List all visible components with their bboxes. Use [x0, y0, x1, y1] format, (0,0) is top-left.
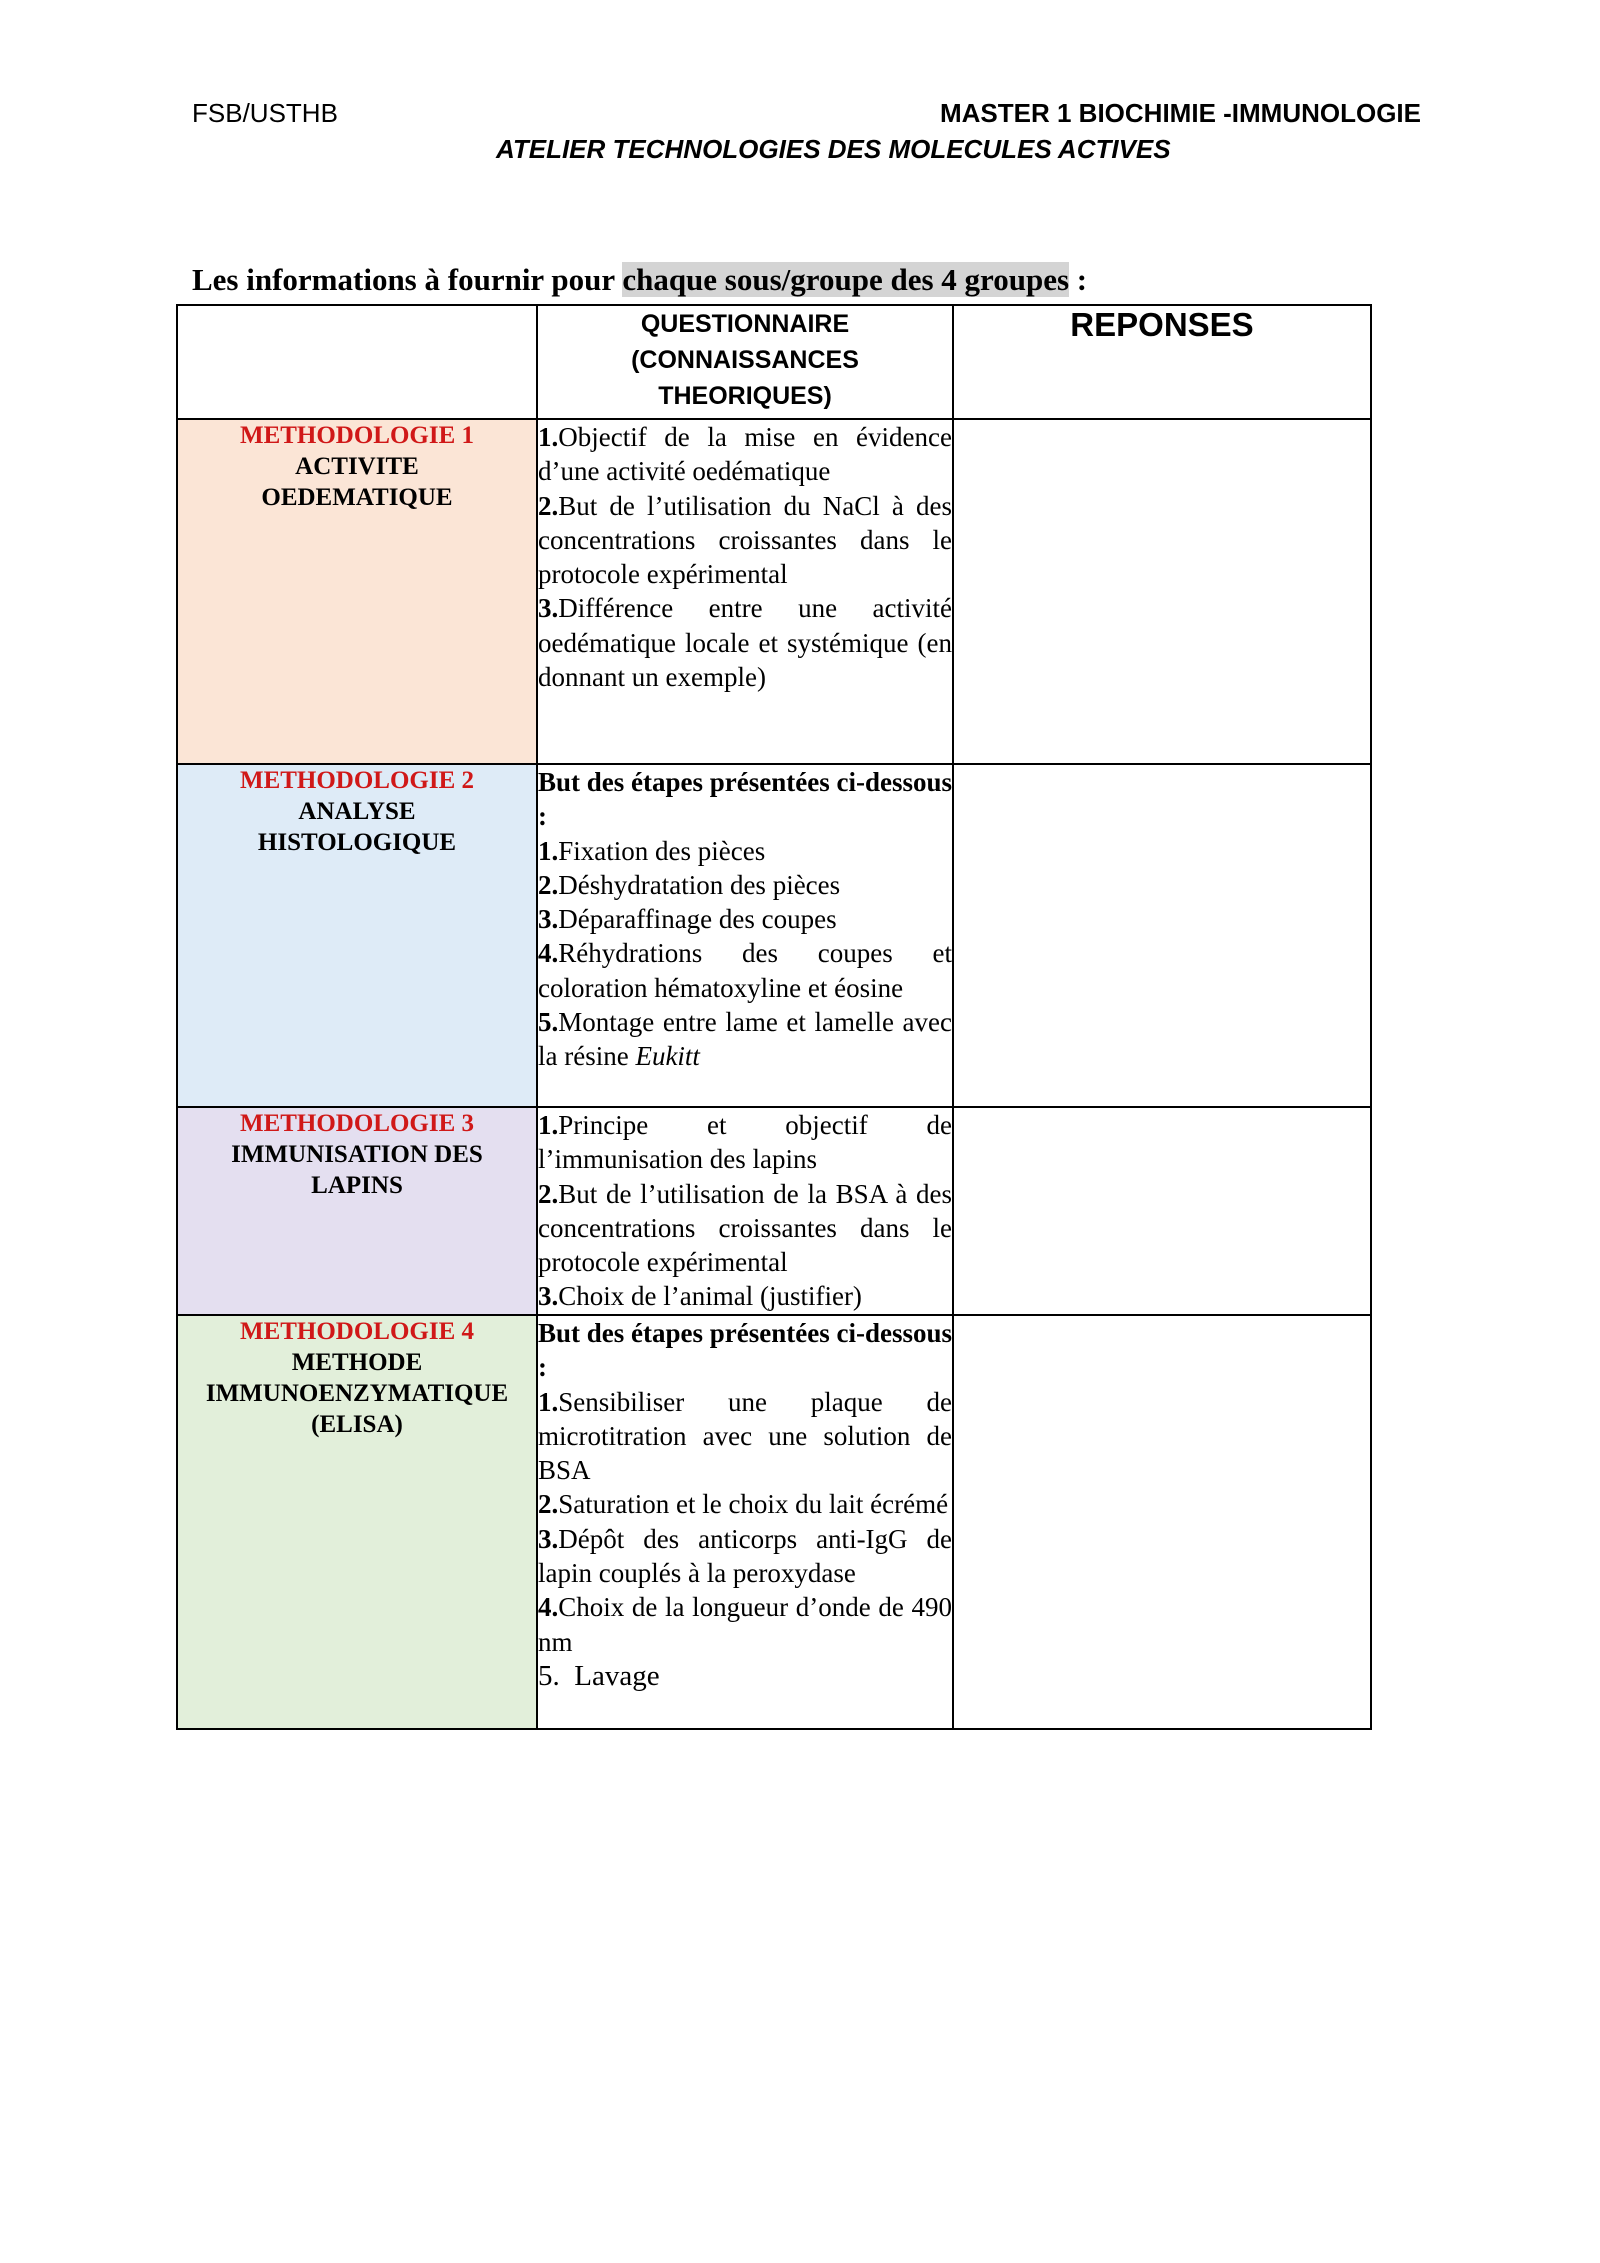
intro-highlight: chaque sous/groupe des 4 groupes [622, 262, 1070, 297]
methodology-title: METHODOLOGIE 3 [239, 1110, 475, 1137]
question-text: Déshydratation des pièces [558, 869, 841, 900]
question-text: Montage entre lame et lamelle avec la résine [538, 1007, 952, 1072]
header-right: MASTER 1 BIOCHIMIE -IMMUNOLOGIE [940, 98, 1421, 128]
question-number: 4. [538, 938, 559, 969]
question-item [538, 1177, 952, 1280]
questions-lead: But des étapes présentées ci-dessous : [538, 767, 952, 832]
methodology-cell-2 [177, 764, 537, 1107]
questionnaire-header-text: QUESTIONNAIRE (CONNAISSANCES THEORIQUES) [631, 310, 859, 410]
question-text: Différence entre une activité oedématique locale et systémique (en donnant un exemple) [538, 593, 952, 693]
question-text: Lavage [559, 1659, 660, 1692]
methodology-subtitle: ACTIVITE OEDEMATIQUE [261, 453, 453, 511]
question-item [538, 1659, 952, 1693]
intro-before: Les informations à fournir pour [192, 262, 623, 297]
intro-sentence [192, 262, 1087, 298]
question-text: Objectif de la mise en évidence d’une activité oedématique [538, 422, 952, 487]
question-text: Réhydrations des coupes et coloration hématoxyline et éosine [538, 938, 952, 1003]
header-subtitle: ATELIER TECHNOLOGIES DES MOLECULES ACTIVES [496, 134, 1171, 164]
questions-cell-1 [537, 419, 953, 764]
question-item [538, 1522, 952, 1591]
question-text: Saturation et le choix du lait écrémé [558, 1489, 949, 1520]
question-number: 3. [538, 1281, 559, 1312]
table-row [177, 1107, 1371, 1315]
question-number: 1. [538, 422, 559, 452]
question-item [538, 1279, 952, 1313]
methodology-title: METHODOLOGIE 1 [239, 422, 475, 449]
question-number: 3. [538, 904, 559, 935]
question-number: 2. [538, 490, 559, 521]
methodology-subtitle: ANALYSE HISTOLOGIQUE [257, 798, 457, 856]
answer-cell-4[interactable] [953, 1315, 1371, 1729]
question-number: 2. [538, 1178, 559, 1209]
question-text: Principe et objectif de l’immunisation des lapins [538, 1110, 952, 1175]
questions-cell-3 [537, 1107, 953, 1315]
question-number: 1. [538, 1110, 559, 1140]
methodology-table [176, 304, 1372, 1730]
answer-cell-3[interactable] [953, 1107, 1371, 1315]
table-row [177, 419, 1371, 764]
methodology-subtitle: METHODE IMMUNOENZYMATIQUE (ELISA) [205, 1349, 509, 1438]
methodology-subtitle: IMMUNISATION DES LAPINS [231, 1141, 483, 1199]
methodology-cell-1 [177, 419, 537, 764]
question-number: 2. [538, 869, 559, 900]
table-row [177, 1315, 1371, 1729]
table-header-row [177, 305, 1371, 419]
answer-cell-2[interactable] [953, 764, 1371, 1107]
question-text: Choix de l’animal (justifier) [558, 1281, 862, 1312]
question-item [538, 489, 952, 592]
question-text: But de l’utilisation du NaCl à des concentrations croissantes dans le protocole expérimental [538, 490, 952, 590]
table-row [177, 764, 1371, 1107]
question-item [538, 936, 952, 1005]
question-number: 2. [538, 1489, 559, 1520]
question-number: 1. [538, 835, 559, 866]
question-item [538, 1590, 952, 1659]
reponses-header-text: REPONSES [1070, 306, 1254, 343]
reponses-header [953, 305, 1371, 419]
header-empty-cell [177, 305, 537, 419]
question-text: Choix de la longueur d’onde de 490 nm [538, 1592, 952, 1657]
question-item [538, 834, 952, 868]
question-item [538, 1487, 952, 1521]
question-item [538, 1005, 952, 1074]
question-item [538, 1108, 952, 1177]
questionnaire-header [537, 305, 953, 419]
question-item [538, 902, 952, 936]
methodology-title: METHODOLOGIE 4 [239, 1318, 475, 1345]
question-number: 5. [538, 1007, 559, 1038]
question-item [538, 591, 952, 694]
question-number: 5. [538, 1659, 560, 1692]
question-number: 3. [538, 1523, 559, 1554]
question-text: Fixation des pièces [558, 835, 766, 866]
question-number: 4. [538, 1592, 559, 1623]
answer-cell-1[interactable] [953, 419, 1371, 764]
question-text: Dépôt des anticorps anti-IgG de lapin couplés à la peroxydase [538, 1523, 952, 1589]
question-text-italic: Eukitt [635, 1041, 700, 1072]
question-item [538, 1385, 952, 1488]
methodology-cell-3 [177, 1107, 537, 1315]
question-number: 3. [538, 593, 559, 624]
question-item [538, 868, 952, 902]
question-text: Sensibiliser une plaque de microtitration avec une solution de BSA [538, 1386, 952, 1486]
questions-cell-2 [537, 764, 953, 1107]
methodology-title: METHODOLOGIE 2 [239, 767, 475, 794]
question-text: Déparaffinage des coupes [558, 904, 837, 935]
question-number: 1. [538, 1386, 559, 1417]
header-left: FSB/USTHB [192, 98, 338, 128]
intro-after: : [1069, 262, 1088, 297]
questions-cell-4 [537, 1315, 953, 1729]
questions-lead: But des étapes présentées ci-dessous : [538, 1318, 952, 1383]
question-item [538, 420, 952, 489]
question-text: But de l’utilisation de la BSA à des concentrations croissantes dans le protocole expérimental [538, 1178, 952, 1278]
methodology-cell-4 [177, 1315, 537, 1729]
